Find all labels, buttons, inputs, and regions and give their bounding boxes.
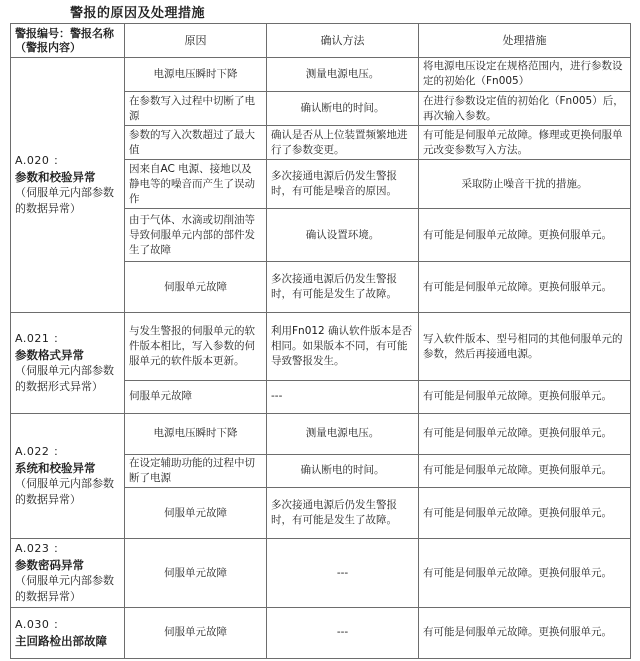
alarm-code-cell	[11, 413, 125, 539]
table-row	[11, 313, 631, 380]
page-title: 警报的原因及处理措施	[70, 6, 206, 21]
table-row	[11, 607, 631, 658]
alarm-desc: （伺服单元内部参数的数据异常）	[15, 186, 114, 216]
check-cell: 利用Fn012 确认软件版本是否相同。如果版本不同，有可能导致警报发生。	[267, 313, 419, 380]
alarm-name: 参数格式异常	[15, 348, 84, 363]
action-cell: 在进行参数设定值的初始化（Fn005）后，再次输入参数。	[419, 91, 631, 126]
check-cell: 多次接通电源后仍发生警报时，有可能是噪音的原因。	[267, 160, 419, 209]
alarm-table	[10, 23, 631, 659]
table-row	[11, 413, 631, 454]
alarm-name: 系统和校验异常	[15, 460, 96, 475]
alarm-code-cell	[11, 313, 125, 413]
alarm-code: A.022 ：	[15, 444, 65, 458]
alarm-desc: （伺服单元内部参数的数据形式异常）	[15, 364, 114, 394]
cause-cell: 参数的写入次数超过了最大值	[125, 126, 267, 160]
table-row	[11, 58, 631, 92]
cause-cell: 因来自AC 电源、接地以及静电等的噪音而产生了误动作	[125, 160, 267, 209]
check-cell: 多次接通电源后仍发生警报时，有可能是发生了故障。	[267, 488, 419, 539]
check-cell: ---	[267, 607, 419, 658]
cause-cell: 由于气体、水滴或切削油等导致伺服单元内部的部件发生了故障	[125, 209, 267, 262]
cause-cell: 伺服单元故障	[125, 539, 267, 607]
alarm-code-cell	[11, 539, 125, 607]
check-cell: ---	[267, 380, 419, 413]
cause-cell: 电源电压瞬时下降	[125, 58, 267, 92]
check-cell: 确认设置环境。	[267, 209, 419, 262]
alarm-code: A.030 ：	[15, 617, 65, 631]
header-check: 确认方法	[267, 24, 419, 58]
alarm-code: A.020 ：	[15, 154, 65, 168]
cause-cell: 与发生警报的伺服单元的软件版本相比，写入参数的伺服单元的软件版本更新。	[125, 313, 267, 380]
action-cell: 有可能是伺服单元故障。更换伺服单元。	[419, 209, 631, 262]
table-row	[11, 539, 631, 607]
action-cell: 有可能是伺服单元故障。修理或更换伺服单元改变参数写入方法。	[419, 126, 631, 160]
cause-cell: 伺服单元故障	[125, 380, 267, 413]
alarm-code-cell	[11, 607, 125, 658]
check-cell: 多次接通电源后仍发生警报时，有可能是发生了故障。	[267, 262, 419, 313]
cause-cell: 电源电压瞬时下降	[125, 413, 267, 454]
alarm-desc: （伺服单元内部参数的数据异常）	[15, 476, 114, 506]
cause-cell: 伺服单元故障	[125, 262, 267, 313]
check-cell: 测量电源电压。	[267, 413, 419, 454]
header-row	[11, 24, 631, 58]
action-cell: 有可能是伺服单元故障。更换伺服单元。	[419, 262, 631, 313]
alarm-code-cell	[11, 58, 125, 313]
action-cell: 有可能是伺服单元故障。更换伺服单元。	[419, 380, 631, 413]
alarm-desc: （伺服单元内部参数的数据异常）	[15, 574, 114, 604]
action-cell: 有可能是伺服单元故障。更换伺服单元。	[419, 488, 631, 539]
action-cell: 写入软件版本、型号相同的其他伺服单元的参数，然后再接通电源。	[419, 313, 631, 380]
alarm-name: 参数和校验异常	[15, 170, 96, 185]
header-action: 处理措施	[419, 24, 631, 58]
action-cell: 采取防止噪音干扰的措施。	[419, 160, 631, 209]
action-cell: 有可能是伺服单元故障。更换伺服单元。	[419, 413, 631, 454]
action-cell: 有可能是伺服单元故障。更换伺服单元。	[419, 539, 631, 607]
action-cell: 将电源电压设定在规格范围内，进行参数设定的初始化（Fn005）	[419, 58, 631, 92]
check-cell: 确认断电的时间。	[267, 91, 419, 126]
alarm-code: A.021 ：	[15, 332, 65, 346]
cause-cell: 在设定辅助功能的过程中切断了电源	[125, 454, 267, 488]
alarm-name: 主回路检出部故障	[15, 633, 107, 648]
alarm-code: A.023 ：	[15, 542, 65, 556]
check-cell: 确认是否从上位装置频繁地进行了参数变更。	[267, 126, 419, 160]
header-cause: 原因	[125, 24, 267, 58]
cause-cell: 伺服单元故障	[125, 488, 267, 539]
alarm-name: 参数密码异常	[15, 558, 84, 573]
cause-cell: 在参数写入过程中切断了电源	[125, 91, 267, 126]
check-cell: 确认断电的时间。	[267, 454, 419, 488]
header-code: 警报编号：警报名称（警报内容）	[11, 24, 125, 58]
check-cell: 测量电源电压。	[267, 58, 419, 92]
action-cell: 有可能是伺服单元故障。更换伺服单元。	[419, 454, 631, 488]
cause-cell: 伺服单元故障	[125, 607, 267, 658]
action-cell: 有可能是伺服单元故障。更换伺服单元。	[419, 607, 631, 658]
check-cell: ---	[267, 539, 419, 607]
